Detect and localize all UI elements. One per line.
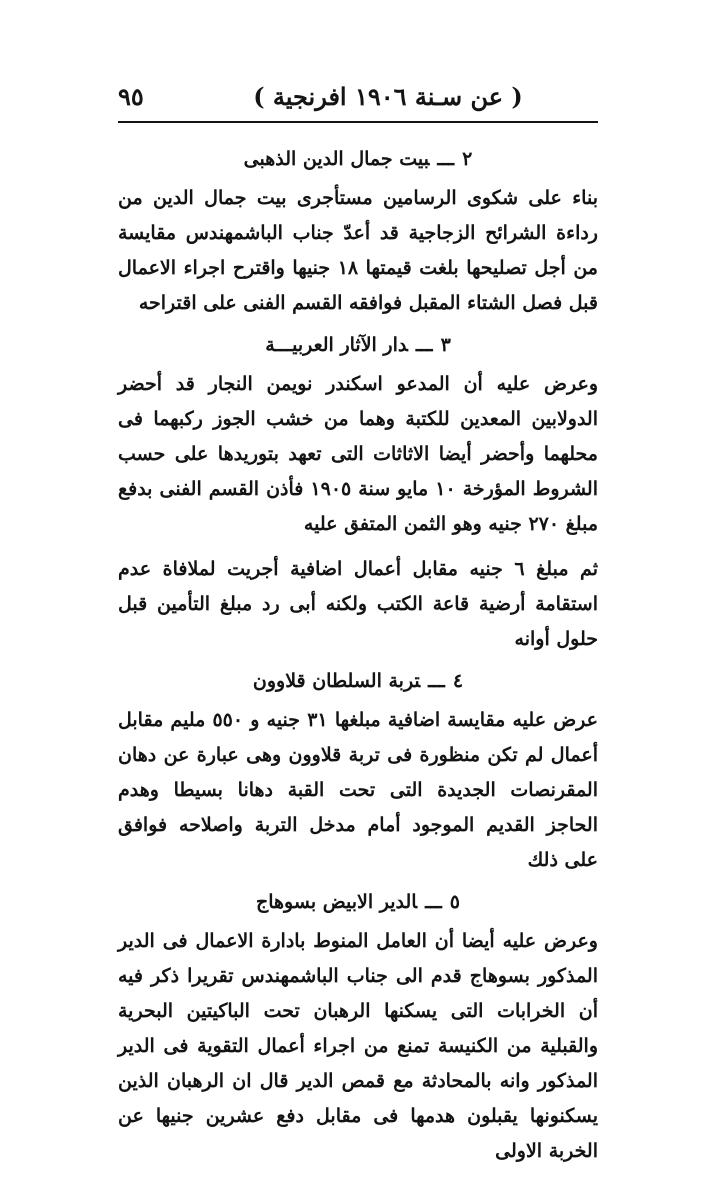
section-dash: ـــ bbox=[415, 334, 433, 356]
running-title: ( عن سـنة ١٩٠٦ افرنجية ) bbox=[253, 82, 523, 111]
section-title: دار الآثار العربيـــة bbox=[265, 334, 408, 356]
section-heading bbox=[118, 331, 598, 359]
section-number: ٤ bbox=[452, 670, 464, 692]
section-title: الدير الابيض بسوهاج bbox=[255, 891, 418, 913]
section-dash: ـــ bbox=[425, 891, 442, 913]
page-number: ٩٥ bbox=[118, 82, 144, 111]
section-title: بيت جمال الدين الذهبى bbox=[243, 148, 430, 170]
section-heading bbox=[118, 888, 598, 916]
paragraph: عرض عليه مقايسة اضافية مبلغها ٣١ جنيه و ٥٥٠ مليم مقابل أعمال لم تكن منظورة فى تربة قلاوون وهى عبارة عن دهان المقرنصات الجديدة التى تحت القبة دهانا بسيطا وهدم الحاجز القديم الموجود أمام مدخل التربة واصلاحه فوافق على ذلك bbox=[118, 709, 598, 871]
section-heading bbox=[118, 667, 598, 695]
section-title: تربة السلطان قلاوون bbox=[252, 670, 421, 692]
paragraph: وعرض عليه أيضا أن العامل المنوط بادارة الاعمال فى الدير المذكور بسوهاج قدم الى جناب الباشمهندس تقريرا ذكر فيه أن الخرابات التى يسكنها الرهبان تحت الباكيتين البحرية والقبلية من الكنيسة تمنع من اجراء أعمال التقوية فى الدير المذكور وانه بالمحادثة مع قمص الدير قال ان الرهبان الذين يسكنونها يقبلون هدمها فى مقابل دفع عشرين جنيها عن الخربة الاولى bbox=[118, 930, 598, 1162]
section-number: ٣ bbox=[440, 334, 451, 356]
paragraph: وعرض عليه أن المدعو اسكندر نويمن النجار قد أحضر الدولابين المعدين للكتبة وهما من خشب الجوز ركبهما فى محلهما وأحضر أيضا الاثاثات التى تعهد بتوريدها على حسب الشروط المؤرخة ١٠ مايو سنة ١٩٠٥ فأذن القسم الفنى بدفع مبلغ ٢٧٠ جنيه وهو الثمن المتفق عليه bbox=[118, 373, 598, 535]
paragraph: ثم مبلغ ٦ جنيه مقابل أعمال اضافية أجريت لملافاة عدم استقامة أرضية قاعة الكتب ولكنه أبى رد مبلغ التأمين قبل حلول أوانه bbox=[118, 558, 598, 650]
section-dash: ـــ bbox=[428, 670, 445, 692]
section-number: ٢ bbox=[462, 148, 473, 170]
header-rule bbox=[118, 121, 598, 123]
section-number: ٥ bbox=[449, 891, 460, 913]
page-header bbox=[118, 78, 598, 120]
section-heading bbox=[118, 145, 598, 173]
paragraph: بناء على شكوى الرسامين مستأجرى بيت جمال الدين من رداءة الشرائح الزجاجية قد أعدّ جناب الباشمهندس مقايسة من أجل تصليحها بلغت قيمتها ١٨ جنيها واقترح اجراء الاعمال قبل فصل الشتاء المقبل فوافقه القسم الفنى على اقتراحه bbox=[118, 187, 598, 314]
section-dash: ـــ bbox=[437, 148, 455, 170]
page-body bbox=[118, 145, 598, 1179]
